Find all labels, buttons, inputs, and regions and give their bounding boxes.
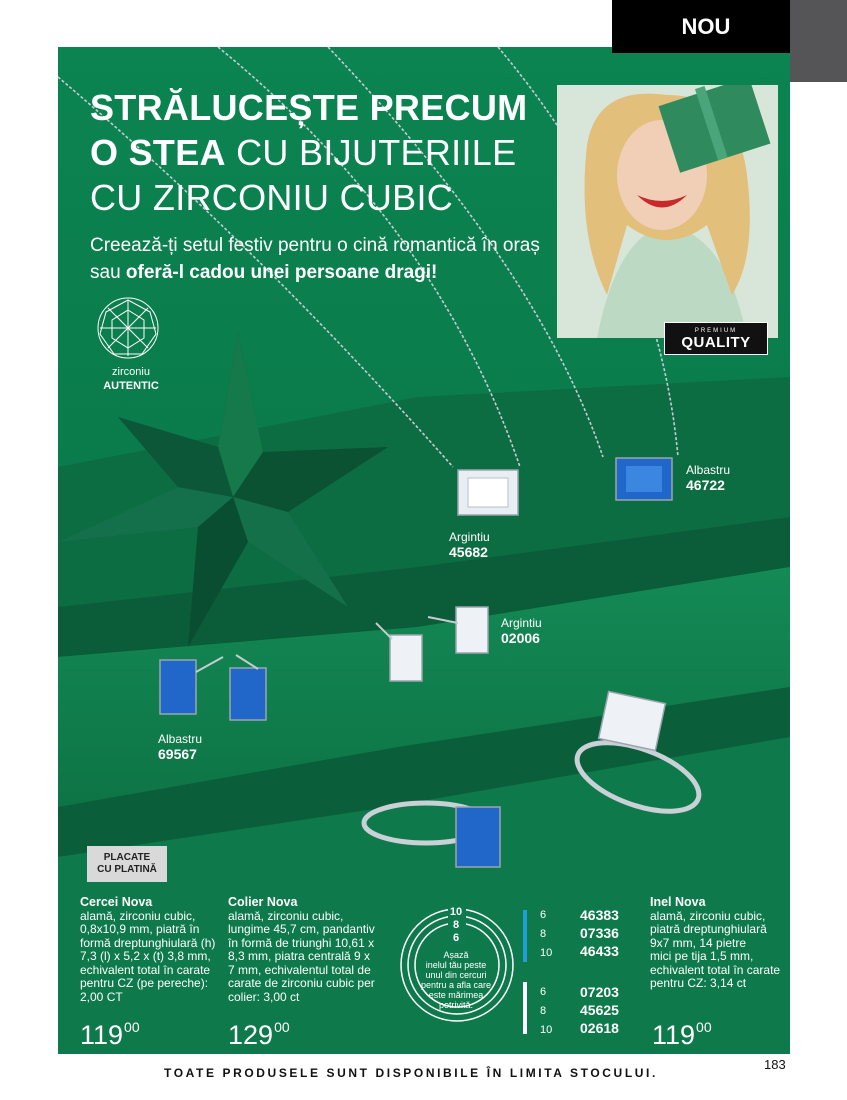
white-codes	[580, 983, 619, 1037]
page-number: 183	[764, 1057, 786, 1072]
item-code: 69567	[158, 746, 197, 762]
item-label-albastru-46722	[686, 463, 730, 493]
subtitle-emphasis: oferă-l cadou unei persoane dragi!	[125, 262, 438, 283]
plating-line-1: PLACATE	[103, 852, 151, 863]
instruction-line: potrivită.	[438, 1000, 473, 1010]
price-cercei-nova	[80, 1012, 140, 1050]
plating-badge	[87, 846, 167, 882]
ring-code: 02618	[580, 1020, 619, 1036]
zirconiu-badge	[96, 365, 166, 393]
desc-line: în formă de triunghi 10,61 x	[228, 935, 375, 950]
diamond-icon	[96, 296, 160, 360]
premium-label: PREMIUM	[694, 327, 738, 334]
item-label-argintiu-45682	[449, 530, 490, 560]
price-value: 129	[228, 1020, 274, 1050]
item-color: Argintiu	[449, 530, 490, 544]
desc-line: formă dreptunghiulară (h)	[80, 935, 216, 950]
ring-sizer-instruction	[412, 950, 500, 1010]
desc-line: 9x7 mm, 14 pietre	[650, 935, 747, 950]
headline-line-2-light: CU BIJUTERIILE	[225, 132, 517, 173]
price-inel-nova	[652, 1012, 712, 1050]
item-color: Albastru	[158, 732, 203, 746]
quality-label: QUALITY	[681, 333, 751, 351]
sizer-number-10: 10	[449, 906, 463, 918]
silver-pendant	[458, 470, 518, 515]
size-value: 10	[540, 1024, 553, 1036]
stock-disclaimer: TOATE PRODUSELE SUNT DISPONIBILE ÎN LIMITA STOCULUI.	[164, 1066, 658, 1080]
desc-line: mici pe tija 1,5 mm,	[650, 949, 754, 963]
price-colier-nova	[228, 1012, 290, 1050]
ring-code: 07336	[580, 925, 619, 941]
blue-sizes	[540, 906, 552, 963]
product-colier-nova	[228, 896, 388, 1004]
instruction-line: inelul tău peste	[425, 960, 487, 970]
headline-line-2-bold: O STEA	[90, 132, 226, 173]
headline-line-1: STRĂLUCEȘTE PRECUM	[90, 87, 528, 128]
blue-variant-bar	[523, 910, 527, 962]
desc-line: 2,00 CT	[80, 989, 123, 1004]
price-cents: 00	[124, 1019, 140, 1035]
ring-code: 46383	[580, 907, 619, 923]
subtitle-text: Creează-ți setul festiv pentru o cină romantică în oraș sau	[90, 235, 540, 283]
price-value: 119	[652, 1020, 696, 1050]
zirconiu-line-2: AUTENTIC	[103, 380, 159, 392]
desc-line: pentru CZ (pe pereche):	[80, 976, 209, 990]
sizer-number-8: 8	[452, 919, 460, 931]
item-label-albastru-69567	[158, 732, 202, 762]
instruction-line: Așază	[443, 950, 469, 960]
ring-code: 07203	[580, 984, 619, 1000]
page-headline	[90, 85, 560, 220]
premium-quality-badge	[664, 322, 768, 355]
ring-code: 46433	[580, 943, 619, 959]
sizer-number-6: 6	[452, 932, 460, 944]
desc-line: colier: 3,00 ct	[228, 989, 300, 1004]
blue-codes	[580, 906, 619, 960]
desc-line: echivalent total în carate	[80, 962, 211, 977]
price-value: 119	[80, 1020, 124, 1050]
desc-line: 0,8x10,9 mm, piatră în	[80, 922, 200, 936]
zirconiu-line-1: zirconiu	[112, 366, 150, 378]
desc-line: carate de zirconiu cubic per	[228, 976, 375, 990]
instruction-line: este mărimea	[428, 990, 484, 1000]
plating-line-2: CU PLATINĂ	[97, 864, 157, 875]
subtitle	[90, 232, 550, 286]
item-color: Albastru	[686, 463, 731, 477]
desc-line: alamă, zirconiu cubic,	[228, 908, 344, 923]
size-value: 8	[540, 1005, 547, 1017]
price-cents: 00	[274, 1019, 290, 1035]
price-cents: 00	[696, 1019, 712, 1035]
item-code: 02006	[501, 630, 540, 646]
size-value: 6	[540, 986, 547, 998]
desc-line: 7,3 (l) x 5,2 x (t) 3,8 mm,	[80, 949, 211, 963]
instruction-line: pentru a afla care	[420, 980, 492, 990]
white-sizes	[540, 983, 552, 1040]
new-badge: NOU	[612, 0, 790, 53]
instruction-line: unul din cercuri	[425, 970, 487, 980]
desc-line: pentru CZ: 3,14 ct	[650, 976, 747, 990]
item-label-argintiu-02006	[501, 616, 542, 646]
product-cercei-nova	[80, 896, 230, 1004]
size-value: 10	[540, 947, 553, 959]
desc-line: piatră dreptunghiulară	[650, 922, 767, 936]
desc-line: alamă, zirconiu cubic,	[650, 908, 766, 923]
product-name: Cercei Nova	[80, 895, 153, 909]
size-value: 6	[540, 909, 547, 921]
model-photo	[557, 85, 778, 338]
desc-line: lungime 45,7 cm, pandantiv	[228, 922, 375, 936]
product-name: Colier Nova	[228, 895, 298, 909]
white-variant-bar	[523, 982, 527, 1034]
item-color: Argintiu	[501, 616, 542, 630]
ring-code: 45625	[580, 1002, 619, 1018]
size-value: 8	[540, 928, 547, 940]
desc-line: 8,3 mm, piatra centrală 9 x	[228, 949, 371, 963]
desc-line: 7 mm, echivalentul total de	[228, 962, 371, 977]
product-inel-nova	[650, 896, 788, 991]
headline-line-3: CU ZIRCONIU CUBIC	[90, 177, 454, 218]
desc-line: alamă, zirconiu cubic,	[80, 908, 196, 923]
corner-block	[790, 0, 847, 82]
desc-line: echivalent total în carate	[650, 962, 781, 977]
product-name: Inel Nova	[650, 895, 706, 909]
blue-pendant	[616, 458, 672, 500]
item-code: 46722	[686, 477, 725, 493]
item-code: 45682	[449, 544, 488, 560]
